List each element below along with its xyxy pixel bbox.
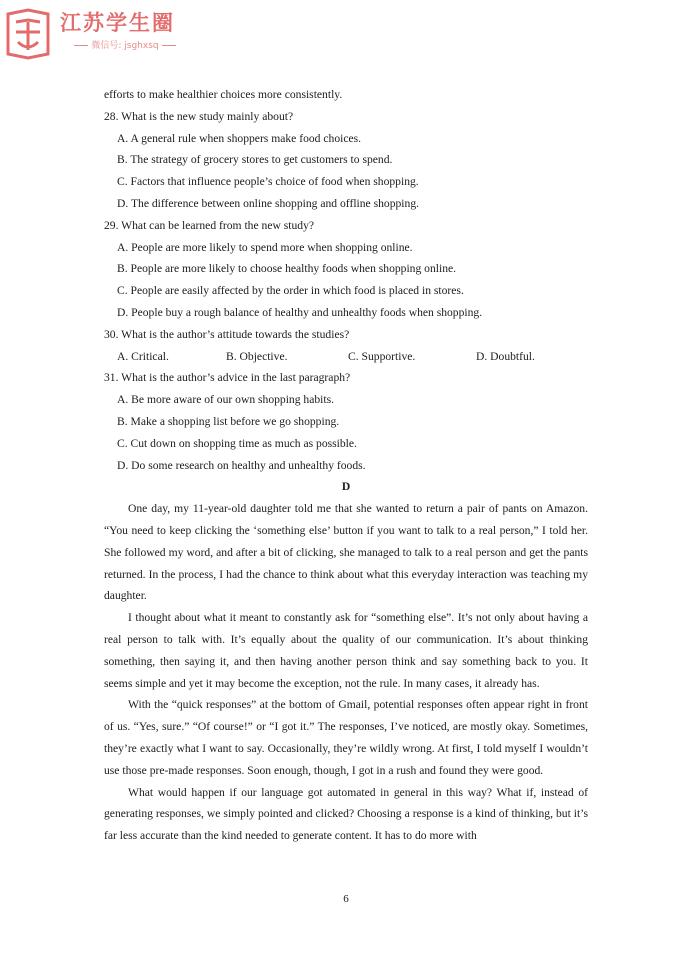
- option-d: D. Do some research on healthy and unhealthy foods.: [117, 458, 366, 472]
- watermark-subtitle: 微信号: jsghxsq: [60, 38, 190, 51]
- option-d: D. The difference between online shopping and offline shopping.: [117, 196, 420, 210]
- option-a: A. Critical.: [117, 349, 169, 363]
- paragraph-1: One day, my 11-year-old daughter told me that she wanted to return a pair of pants on Amazon. “You need to keep clicking the ‘something else’ button if you want to talk to a real person,” I told her. She followed my word, and after a bit of clicking, she managed to talk to a real person and get the pants returned. In the process, I had the chance to think about what this everyday interaction was teaching my daughter.: [104, 502, 588, 603]
- question-stem: 30. What is the author’s attitude towards the studies?: [104, 327, 350, 341]
- watermark: [4, 4, 194, 64]
- intro-line: efforts to make healthier choices more consistently.: [104, 88, 343, 101]
- option-b: B. People are more likely to choose healthy foods when shopping online.: [117, 262, 457, 276]
- option-a: A. Be more aware of our own shopping habits.: [117, 393, 335, 407]
- option-c: C. People are easily affected by the order in which food is placed in stores.: [117, 284, 464, 298]
- question-stem: 31. What is the author’s advice in the last paragraph?: [104, 371, 351, 385]
- question-stem: 29. What can be learned from the new study?: [104, 218, 315, 232]
- option-c: C. Factors that influence people’s choice of food when shopping.: [117, 175, 419, 189]
- document-body: [104, 84, 588, 847]
- question-28: [104, 106, 588, 215]
- jiangsu-logo-icon: [4, 8, 52, 60]
- paragraph-2: I thought about what it meant to constantly ask for “something else”. It’s not only about having a real person to talk with. It’s equally about the quality of our communication. It’s about thinking something, then saying it, and then having another person think and say something back to you. It seems simple and yet it may become the exception, not the rule. In many cases, it already has.: [104, 611, 588, 690]
- option-c: C. Supportive.: [348, 349, 416, 363]
- page-number: 6: [343, 893, 349, 905]
- paragraph-3: With the “quick responses” at the bottom of Gmail, potential responses often appear right in front of us. “Yes, sure.” “Of course!” or “I got it.” The responses, I’ve noticed, are mostly okay. Sometimes, they’re exactly what I want to say. Occasionally, they’re wildly wrong. At first, I told myself I wouldn’t use those pre-made responses. Soon enough, though, I got in a rush and found they were good.: [104, 698, 588, 777]
- option-c: C. Cut down on shopping time as much as possible.: [117, 436, 357, 450]
- question-stem: 28. What is the new study mainly about?: [104, 109, 294, 123]
- option-row: [104, 346, 588, 368]
- option-d: D. People buy a rough balance of healthy and unhealthy foods when shopping.: [117, 305, 483, 319]
- paragraph-4: What would happen if our language got automated in general in this way? What if, instead of generating responses, we simply pointed and clicked? Choosing a response is a kind of thinking, but it’s far less accurate than the kind needed to generate content. It has to do more with: [104, 785, 588, 843]
- option-a: A. People are more likely to spend more when shopping online.: [117, 240, 413, 254]
- option-b: B. The strategy of grocery stores to get customers to spend.: [117, 153, 393, 167]
- option-b: B. Make a shopping list before we go shopping.: [117, 414, 340, 428]
- question-31: [104, 367, 588, 476]
- option-a: A. A general rule when shoppers make food choices.: [117, 131, 362, 145]
- question-29: [104, 215, 588, 324]
- option-d: D. Doubtful.: [476, 349, 535, 363]
- question-30: [104, 324, 588, 368]
- section-heading: D: [341, 480, 351, 494]
- option-b: B. Objective.: [226, 349, 288, 363]
- watermark-title: 江苏学生圈: [60, 11, 175, 35]
